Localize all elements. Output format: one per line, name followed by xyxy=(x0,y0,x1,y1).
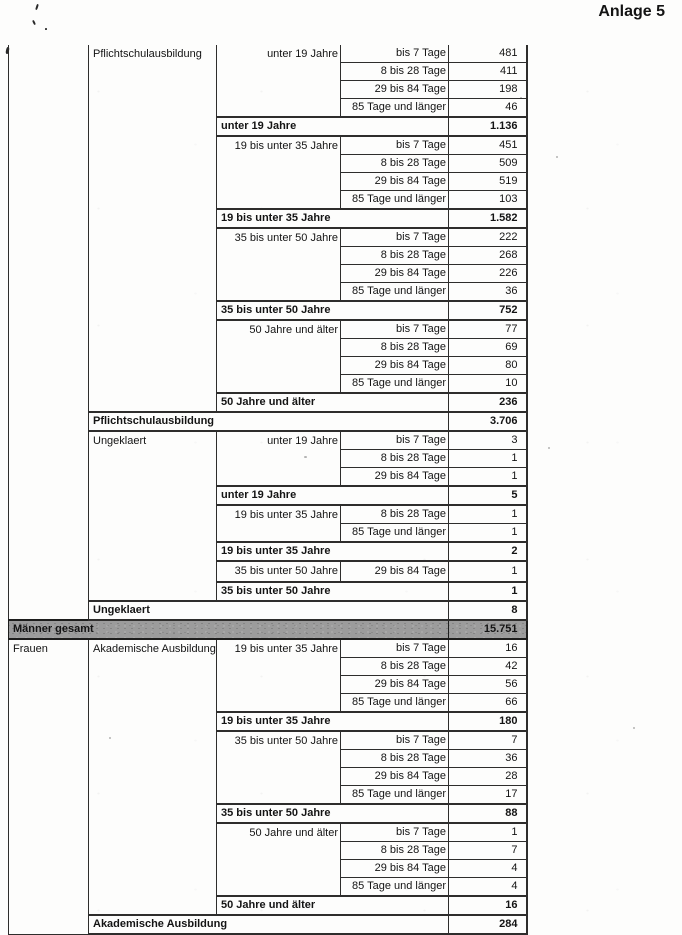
age-subtotal-label: 35 bis unter 50 Jahre xyxy=(217,301,449,320)
count-cell: 46 xyxy=(449,99,527,118)
age-group-cell: 35 bis unter 50 Jahre xyxy=(217,228,341,301)
count-cell: 1 xyxy=(449,450,527,468)
scan-artifact xyxy=(45,28,47,30)
count-cell: 42 xyxy=(449,658,527,676)
gender-total-value: 15.751 xyxy=(449,620,527,639)
scan-artifact xyxy=(35,4,39,10)
count-cell: 3 xyxy=(449,431,527,450)
education-cell: Ungeklaert xyxy=(89,431,217,601)
count-cell: 16 xyxy=(449,639,527,658)
count-cell: 4 xyxy=(449,878,527,897)
count-cell: 77 xyxy=(449,320,527,339)
age-subtotal-label: 35 bis unter 50 Jahre xyxy=(217,804,449,823)
duration-cell: 29 bis 84 Tage xyxy=(341,468,449,487)
age-subtotal-value: 752 xyxy=(449,301,527,320)
count-cell: 1 xyxy=(449,505,527,524)
education-total-label: Pflichtschulausbildung xyxy=(89,412,449,431)
duration-cell: 29 bis 84 Tage xyxy=(341,265,449,283)
age-group-cell: 50 Jahre und älter xyxy=(217,823,341,896)
count-cell: 4 xyxy=(449,860,527,878)
duration-cell: 8 bis 28 Tage xyxy=(341,63,449,81)
education-total-label: Akademische Ausbildung xyxy=(89,915,449,934)
duration-cell: bis 7 Tage xyxy=(341,431,449,450)
duration-cell: 85 Tage und länger xyxy=(341,786,449,805)
count-cell: 103 xyxy=(449,191,527,210)
count-cell: 10 xyxy=(449,375,527,394)
education-total-value: 3.706 xyxy=(449,412,527,431)
duration-cell: bis 7 Tage xyxy=(341,823,449,842)
duration-cell: bis 7 Tage xyxy=(341,320,449,339)
duration-cell: 29 bis 84 Tage xyxy=(341,173,449,191)
count-cell: 519 xyxy=(449,173,527,191)
gender-cell xyxy=(9,45,89,620)
count-cell: 66 xyxy=(449,694,527,713)
duration-cell: 8 bis 28 Tage xyxy=(341,450,449,468)
education-cell: Pflichtschulausbildung xyxy=(89,45,217,412)
count-cell: 28 xyxy=(449,768,527,786)
age-group-cell: unter 19 Jahre xyxy=(217,45,341,117)
age-subtotal-label: 50 Jahre und älter xyxy=(217,896,449,915)
age-subtotal-value: 1 xyxy=(449,582,527,601)
duration-cell: bis 7 Tage xyxy=(341,731,449,750)
gender-total-label: Männer gesamt xyxy=(9,620,449,639)
duration-cell: 29 bis 84 Tage xyxy=(341,81,449,99)
table-row xyxy=(9,639,527,658)
duration-cell: 85 Tage und länger xyxy=(341,191,449,210)
age-subtotal-value: 5 xyxy=(449,486,527,505)
duration-cell: 8 bis 28 Tage xyxy=(341,505,449,524)
count-cell: 451 xyxy=(449,136,527,155)
duration-cell: 85 Tage und länger xyxy=(341,283,449,302)
count-cell: 56 xyxy=(449,676,527,694)
duration-cell: 85 Tage und länger xyxy=(341,694,449,713)
count-cell: 80 xyxy=(449,357,527,375)
age-subtotal-label: 19 bis unter 35 Jahre xyxy=(217,209,449,228)
age-subtotal-label: 35 bis unter 50 Jahre xyxy=(217,582,449,601)
age-subtotal-value: 88 xyxy=(449,804,527,823)
age-subtotal-label: unter 19 Jahre xyxy=(217,117,449,136)
duration-cell: 8 bis 28 Tage xyxy=(341,247,449,265)
duration-cell: 29 bis 84 Tage xyxy=(341,357,449,375)
age-subtotal-value: 236 xyxy=(449,393,527,412)
count-cell: 1 xyxy=(449,823,527,842)
statistics-table xyxy=(8,45,528,935)
count-cell: 509 xyxy=(449,155,527,173)
age-subtotal-label: 19 bis unter 35 Jahre xyxy=(217,712,449,731)
count-cell: 17 xyxy=(449,786,527,805)
education-total-label: Ungeklaert xyxy=(89,601,449,620)
duration-cell: 85 Tage und länger xyxy=(341,375,449,394)
duration-cell: bis 7 Tage xyxy=(341,228,449,247)
count-cell: 198 xyxy=(449,81,527,99)
gender-total-row xyxy=(9,620,527,639)
duration-cell: 29 bis 84 Tage xyxy=(341,768,449,786)
count-cell: 7 xyxy=(449,731,527,750)
gender-cell: Frauen xyxy=(9,639,89,934)
age-group-cell: 35 bis unter 50 Jahre xyxy=(217,561,341,582)
duration-cell: 85 Tage und länger xyxy=(341,878,449,897)
duration-cell: 8 bis 28 Tage xyxy=(341,155,449,173)
age-subtotal-value: 1.582 xyxy=(449,209,527,228)
age-group-cell: 35 bis unter 50 Jahre xyxy=(217,731,341,804)
age-subtotal-value: 1.136 xyxy=(449,117,527,136)
count-cell: 36 xyxy=(449,283,527,302)
count-cell: 69 xyxy=(449,339,527,357)
count-cell: 7 xyxy=(449,842,527,860)
count-cell: 1 xyxy=(449,561,527,582)
duration-cell: 29 bis 84 Tage xyxy=(341,860,449,878)
count-cell: 226 xyxy=(449,265,527,283)
age-group-cell: unter 19 Jahre xyxy=(217,431,341,486)
age-group-cell: 19 bis unter 35 Jahre xyxy=(217,505,341,542)
duration-cell: 8 bis 28 Tage xyxy=(341,658,449,676)
scan-speck xyxy=(556,156,558,158)
page-title: Anlage 5 xyxy=(598,3,665,20)
scan-speck xyxy=(548,447,550,449)
age-subtotal-value: 16 xyxy=(449,896,527,915)
age-group-cell: 19 bis unter 35 Jahre xyxy=(217,136,341,209)
duration-cell: 29 bis 84 Tage xyxy=(341,561,449,582)
duration-cell: 85 Tage und länger xyxy=(341,99,449,118)
duration-cell: bis 7 Tage xyxy=(341,45,449,63)
count-cell: 411 xyxy=(449,63,527,81)
scan-speck xyxy=(633,727,635,729)
education-total-value: 284 xyxy=(449,915,527,934)
age-group-cell: 19 bis unter 35 Jahre xyxy=(217,639,341,712)
count-cell: 1 xyxy=(449,524,527,543)
duration-cell: 85 Tage und länger xyxy=(341,524,449,543)
scan-artifact xyxy=(32,20,36,25)
duration-cell: 8 bis 28 Tage xyxy=(341,750,449,768)
age-subtotal-label: 50 Jahre und älter xyxy=(217,393,449,412)
duration-cell: bis 7 Tage xyxy=(341,639,449,658)
count-cell: 1 xyxy=(449,468,527,487)
duration-cell: 8 bis 28 Tage xyxy=(341,842,449,860)
age-subtotal-label: unter 19 Jahre xyxy=(217,486,449,505)
count-cell: 268 xyxy=(449,247,527,265)
count-cell: 36 xyxy=(449,750,527,768)
age-subtotal-label: 19 bis unter 35 Jahre xyxy=(217,542,449,561)
education-total-value: 8 xyxy=(449,601,527,620)
age-subtotal-value: 180 xyxy=(449,712,527,731)
table-row xyxy=(9,45,527,63)
age-group-cell: 50 Jahre und älter xyxy=(217,320,341,393)
table-body xyxy=(9,45,527,934)
count-cell: 481 xyxy=(449,45,527,63)
age-subtotal-value: 2 xyxy=(449,542,527,561)
count-cell: 222 xyxy=(449,228,527,247)
education-cell: Akademische Ausbildung xyxy=(89,639,217,915)
duration-cell: 29 bis 84 Tage xyxy=(341,676,449,694)
duration-cell: bis 7 Tage xyxy=(341,136,449,155)
duration-cell: 8 bis 28 Tage xyxy=(341,339,449,357)
